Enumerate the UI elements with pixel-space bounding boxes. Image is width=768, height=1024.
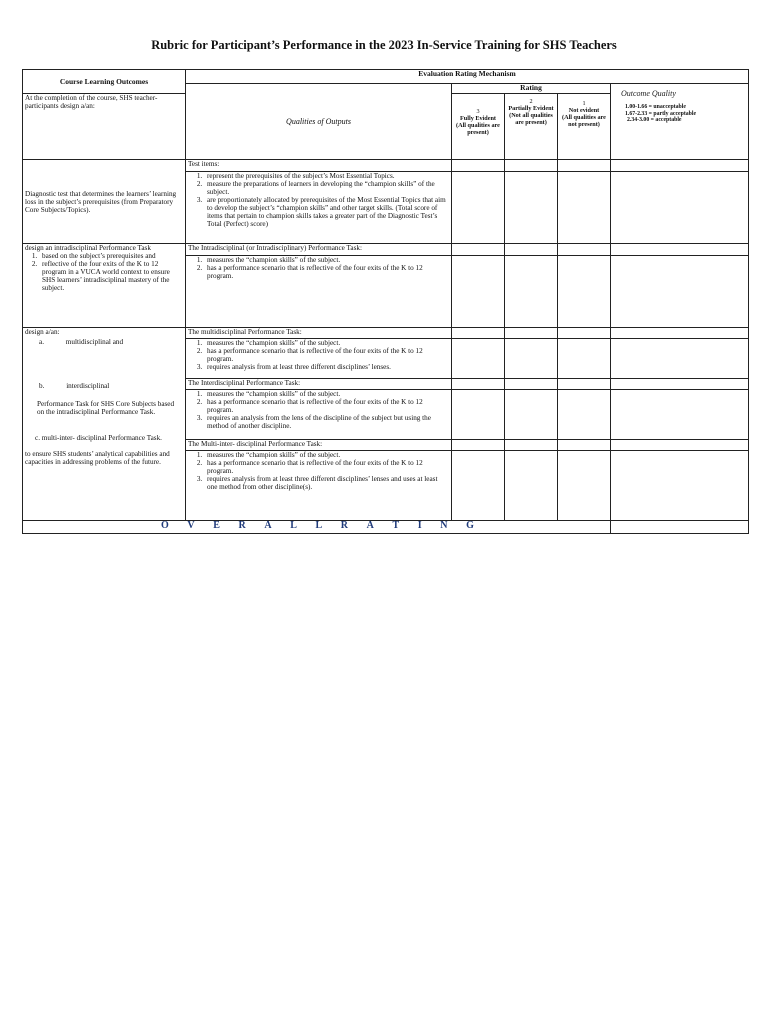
multi-items-cell [186,339,452,379]
clo-a-label: a. [39,338,44,346]
overall-rating-letter: L [315,520,323,531]
outcome-cell [611,339,749,379]
overall-rating-letter: I [417,520,422,531]
rating-cell [558,339,611,379]
rating-cell [452,390,505,440]
list-item: 2. reflective of the four exits of the K to 12 program in a VUCA world context to ensure SHS learners’ intradisciplinal mastery of the subject. [39,260,183,292]
rating-3-num: 3 [476,108,480,115]
rating-cell [558,160,611,172]
page-title: Rubric for Participant’s Performance in the 2023 In-Service Training for SHS Teachers [151,38,617,52]
rating-cell [452,256,505,328]
oq-line: 1.00-1.66 = unacceptable [625,104,686,110]
outcome-quality-cell [611,84,749,160]
intra-items [188,256,449,280]
overall-rating-letter: L [290,520,297,531]
rating-cell [558,256,611,328]
list-item: 1. based on the subject’s prerequisites and [39,252,183,260]
outcome-cell [611,440,749,451]
rating-cell [452,339,505,379]
outcome-cell [611,256,749,328]
rating-cell [505,440,558,451]
outcome-cell [611,160,749,172]
clo-b-label: b. [39,382,45,390]
rating-cell [505,451,558,521]
rating-cell [558,379,611,390]
inter-items [188,390,449,430]
list-item: 3. requires analysis from at least three different disciplines’ lenses and uses at least one method from other discipline(s). [204,475,449,491]
mi-items-cell [186,451,452,521]
overall-rating-label [23,521,611,534]
clo-intro: At the completion of the course, SHS teacher-participants design a/an: [23,94,186,160]
diagnostic-items-cell [186,172,452,244]
rating-cell [452,328,505,339]
rating-cell [558,390,611,440]
rating-2-num: 2 [529,98,533,105]
outcome-cell [611,390,749,440]
rating-2-header [505,94,558,160]
rating-cell [505,160,558,172]
clo-mid: Performance Task for SHS Core Subjects based on the intradisciplinal Performance Task. [37,400,175,416]
rating-3-label: Fully Evident [460,115,496,122]
clo-a-text: multidisciplinal and [65,338,124,346]
rating-cell [452,160,505,172]
inter-items-cell [186,390,452,440]
rating-cell [505,172,558,244]
rating-cell [505,339,558,379]
multi-items [188,339,449,371]
rating-cell [452,172,505,244]
outcome-cell [611,244,749,256]
overall-rating-letters [25,522,608,530]
rating-cell [505,328,558,339]
list-item: 1. measures the “champion skills” of the subject. [204,339,449,347]
clo-end: to ensure SHS students’ analytical capabilities and capacities in addressing problems of the future. [25,450,170,466]
rating-cell [558,440,611,451]
list-item: 1. measures the “champion skills” of the subject. [204,451,449,459]
rating-cell [558,172,611,244]
overall-rating-letter: G [466,520,474,531]
outcome-cell [611,172,749,244]
list-item: 1. measures the “champion skills” of the subject. [204,390,449,398]
intra-heading: The Intradisciplinal (or Intradisciplinary) Performance Task: [186,244,452,256]
overall-rating-letter: N [440,520,448,531]
list-item: 3. requires an analysis from the lens of the discipline of the subject but using the method of another discipline. [204,414,449,430]
rating-3-header [452,94,505,160]
rating-1-num: 1 [582,100,586,107]
overall-rating-letter: T [392,520,400,531]
clo-diagnostic: Diagnostic test that determines the learners’ learning loss in the subject’s prerequisites (from Preparatory Core Subjects/Topics). [23,160,186,244]
outcome-quality-title: Outcome Quality [621,89,676,98]
list-item: 1. represent the prerequisites of the subject’s Most Essential Topics. [204,172,449,180]
diagnostic-heading: Test items: [186,160,452,172]
rating-1-header [558,94,611,160]
overall-rating-value [611,521,749,534]
rating-cell [505,244,558,256]
list-item: 3. requires analysis from at least three different disciplines’ lenses. [204,363,449,371]
overall-rating-letter: A [264,520,272,531]
outcome-cell [611,328,749,339]
rating-cell [558,244,611,256]
clo-intradisciplinal [23,244,186,328]
rubric-table [22,69,749,534]
oq-line: 2.34-3.00 = acceptable [627,117,682,123]
rating-cell [505,390,558,440]
clo-b-text: interdisciplinal [66,382,110,390]
rating-3-desc: (All qualities are present) [456,122,500,136]
clo-multi [23,328,186,521]
multi-heading: The multidisciplinal Performance Task: [186,328,452,339]
overall-rating-letter: O [161,520,169,531]
oq-line: 1.67-2.33 = partly acceptable [625,110,697,117]
inter-heading: The Interdisciplinal Performance Task: [186,379,452,390]
clo-intra-head: design an intradisciplinal Performance Task [25,244,151,252]
list-item: 3. are proportionately allocated by prerequisites of the Most Essential Topics that aim to develop the subject’s “champion skills” and other target skills. (Total score of items that pertain to champion skills takes a greater part of the Diagnostic Test’s Total (Perfect) score) [204,196,449,228]
outcome-cell [611,379,749,390]
rating-cell [452,440,505,451]
rating-2-desc: (Not all qualities are present) [509,112,553,126]
mi-heading: The Multi-inter- disciplinal Performance Task: [186,440,452,451]
rating-1-desc: (All qualities are not present) [562,114,606,128]
erm-header: Evaluation Rating Mechanism [186,70,749,84]
list-item: 2. has a performance scenario that is reflective of the four exits of the K to 12 program. [204,347,449,363]
clo-intra-items [25,252,183,292]
rating-cell [452,451,505,521]
clo-c: c. multi-inter- disciplinal Performance Task. [35,434,162,442]
rating-1-label: Not evident [568,107,600,114]
intra-items-cell [186,256,452,328]
rating-cell [505,379,558,390]
list-item: 2. has a performance scenario that is reflective of the four exits of the K to 12 program. [204,264,449,280]
outcome-cell [611,451,749,521]
overall-rating-letter: V [187,520,195,531]
overall-rating-letter: A [366,520,374,531]
qualities-header: Qualities of Outputs [186,84,452,160]
clo-header: Course Learning Outcomes [23,70,186,94]
overall-rating-letter: R [238,520,246,531]
rating-cell [505,256,558,328]
list-item: 2. has a performance scenario that is reflective of the four exits of the K to 12 program. [204,398,449,414]
rating-cell [452,244,505,256]
overall-rating-letter: E [213,520,220,531]
mi-items [188,451,449,491]
rating-cell [558,328,611,339]
overall-rating-letter: R [340,520,348,531]
clo-multi-head: design a/an: [25,328,60,336]
diagnostic-items [188,172,449,228]
list-item: 2. measure the preparations of learners in developing the “champion skills” of the subject. [204,180,449,196]
rating-cell [452,379,505,390]
rating-2-label: Partially Evident [508,105,554,112]
list-item: 1. measures the “champion skills” of the subject. [204,256,449,264]
rating-cell [558,451,611,521]
list-item: 2. has a performance scenario that is reflective of the four exits of the K to 12 program. [204,459,449,475]
rating-header: Rating [452,84,611,94]
